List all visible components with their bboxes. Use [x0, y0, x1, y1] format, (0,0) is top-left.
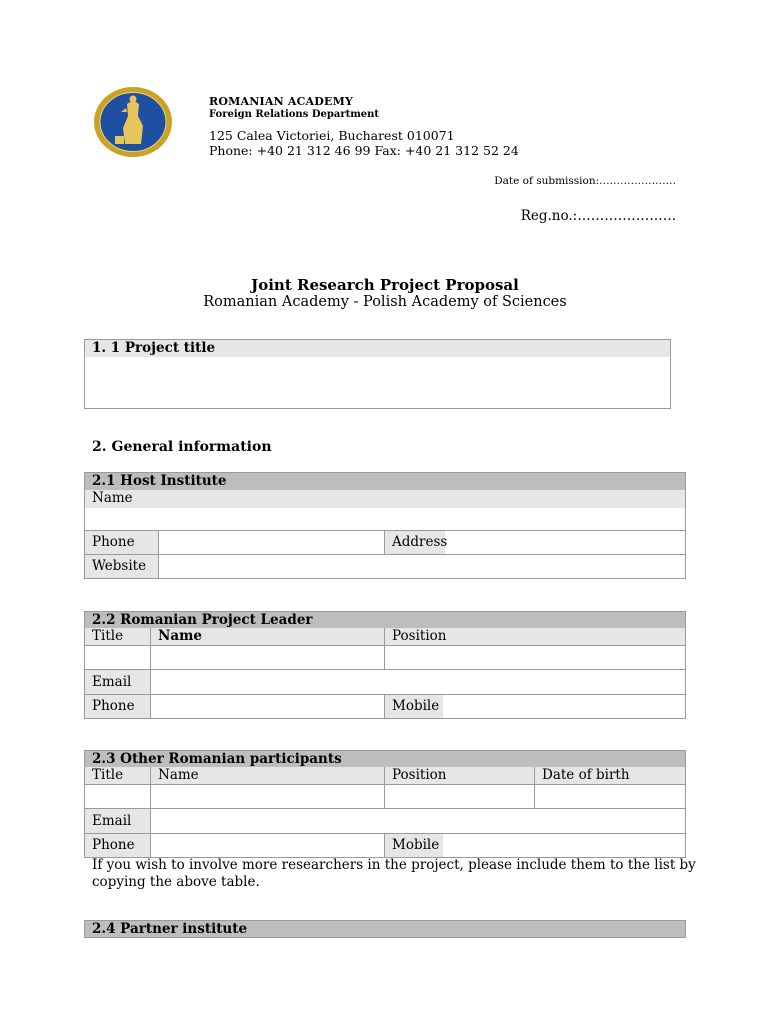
leader-email-label: Email	[85, 670, 150, 694]
host-website-label: Website	[85, 555, 158, 578]
leader-phone-label: Phone	[85, 695, 150, 718]
participant-dob-label: Date of birth	[535, 767, 685, 784]
org-contact: Phone: +40 21 312 46 99 Fax: +40 21 312 52 24	[209, 143, 519, 158]
general-information-heading: 2. General information	[92, 439, 272, 455]
academy-seal-logo	[93, 86, 173, 158]
participant-mobile-label: Mobile	[385, 834, 443, 857]
page-title: Joint Research Project Proposal	[251, 276, 519, 294]
leader-position-input[interactable]	[385, 646, 685, 669]
partner-institute-header: 2.4 Partner institute	[85, 921, 685, 937]
registration-number: Reg.no.:………………….	[520, 208, 676, 224]
leader-name-label: Name	[151, 628, 384, 645]
org-address: 125 Calea Victoriei, Bucharest 010071	[209, 128, 455, 143]
leader-title-input[interactable]	[85, 646, 150, 669]
participant-phone-input[interactable]	[151, 834, 384, 857]
host-phone-input[interactable]	[159, 531, 384, 554]
org-name: ROMANIAN ACADEMY	[209, 95, 354, 108]
host-phone-label: Phone	[85, 531, 158, 554]
date-of-submission: Date of submission:………………….	[494, 175, 676, 187]
participant-email-label: Email	[85, 809, 150, 833]
project-leader-header: 2.2 Romanian Project Leader	[85, 612, 685, 628]
host-address-label: Address	[385, 531, 445, 554]
participants-header: 2.3 Other Romanian participants	[85, 751, 685, 767]
participant-phone-label: Phone	[85, 834, 150, 857]
host-name-input[interactable]	[85, 508, 685, 530]
participants-note: If you wish to involve more researchers in the project, please include them to the list by copying the above table.	[92, 857, 696, 890]
participant-name-label: Name	[151, 767, 384, 784]
host-website-input[interactable]	[159, 555, 685, 578]
leader-mobile-label: Mobile	[385, 695, 443, 718]
host-address-input[interactable]	[445, 531, 685, 554]
project-title-label: 1. 1 Project title	[85, 340, 670, 357]
participant-mobile-input[interactable]	[443, 834, 685, 857]
project-title-input[interactable]	[85, 357, 670, 408]
leader-position-label: Position	[385, 628, 685, 645]
participant-dob-input[interactable]	[535, 785, 685, 808]
page-subtitle: Romanian Academy - Polish Academy of Sciences	[203, 294, 567, 310]
leader-mobile-input[interactable]	[443, 695, 685, 718]
participant-title-label: Title	[85, 767, 150, 784]
participant-position-label: Position	[385, 767, 534, 784]
host-name-label: Name	[85, 490, 685, 508]
host-institute-header: 2.1 Host Institute	[85, 473, 685, 490]
participant-email-input[interactable]	[151, 809, 685, 833]
department-name: Foreign Relations Department	[209, 109, 380, 120]
participant-name-input[interactable]	[151, 785, 384, 808]
leader-email-input[interactable]	[151, 670, 685, 694]
participant-title-input[interactable]	[85, 785, 150, 808]
leader-phone-input[interactable]	[151, 695, 384, 718]
leader-name-input[interactable]	[151, 646, 384, 669]
leader-title-label: Title	[85, 628, 150, 645]
participant-position-input[interactable]	[385, 785, 534, 808]
